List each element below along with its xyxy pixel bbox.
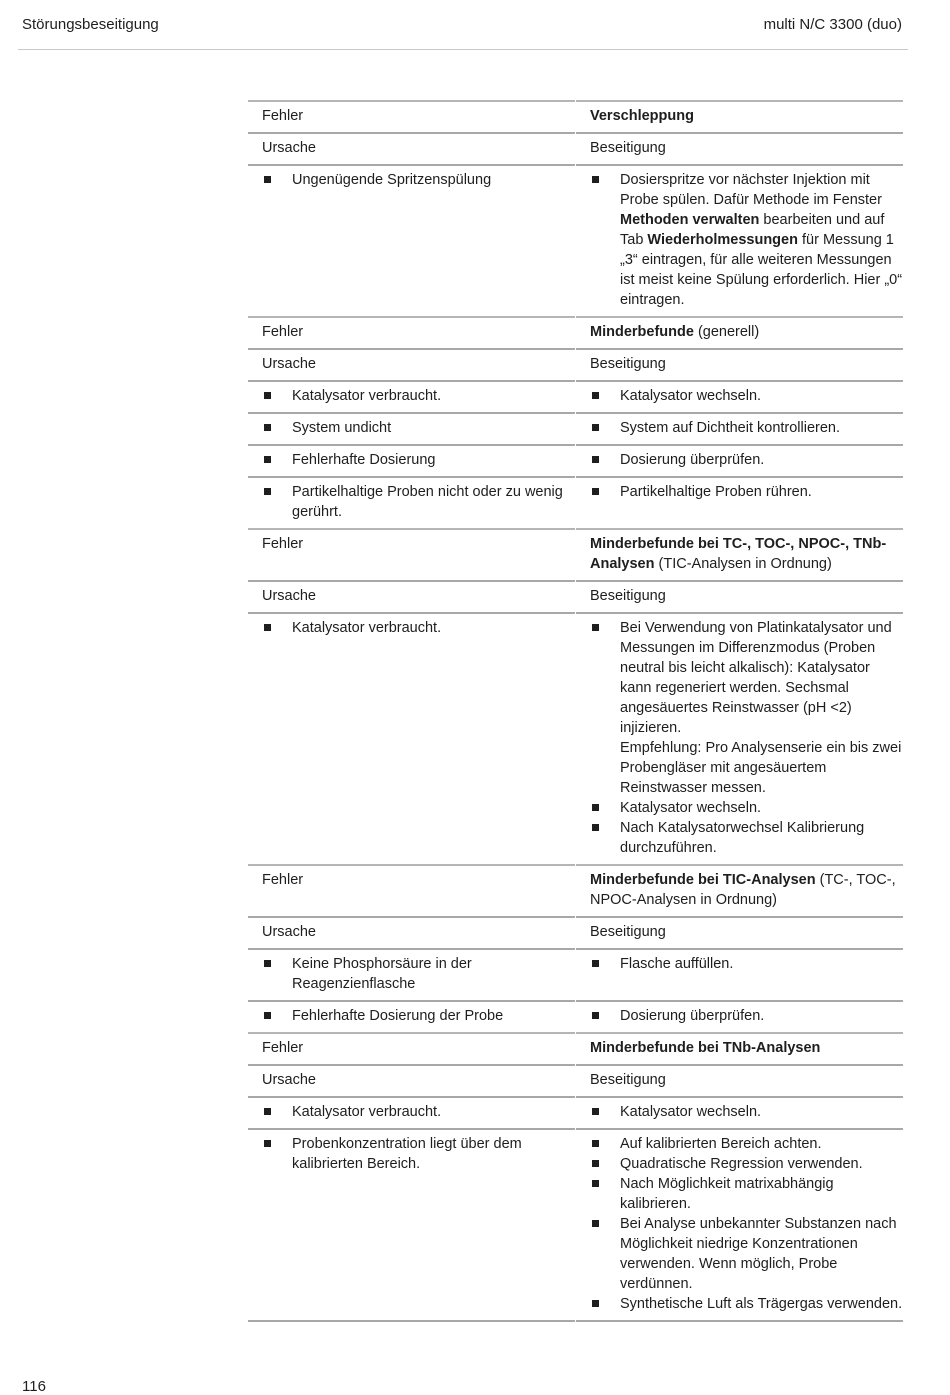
cause-item: Katalysator verbraucht.: [262, 618, 575, 638]
cause-item: Katalysator verbraucht.: [262, 1102, 575, 1122]
cause-cell: [248, 1000, 575, 1032]
bold-text: Verschleppung: [590, 108, 694, 124]
cause-item: Fehlerhafte Dosierung der Probe: [262, 1006, 575, 1026]
cause-remedy-row: [248, 476, 903, 528]
error-title: [576, 1032, 903, 1064]
text-run: bearbeiten und auf Tab: [620, 212, 885, 248]
error-row: [248, 316, 903, 348]
column-header-row: [248, 580, 903, 612]
cause-cell: [248, 1096, 575, 1128]
text-run: Katalysator wechseln.: [620, 1104, 762, 1120]
text-run: für Messung 1 „3“ eintragen, für alle weiteren Messungen ist meist keine Spülung erforderlich. Hier „0“ eintragen.: [620, 232, 903, 308]
remedy-cell: [576, 612, 903, 864]
remedy-item: [590, 418, 903, 438]
text-run: Empfehlung: Pro Analysenserie ein bis zwei Probengläser mit angesäuertem Reinstwasser messen.: [620, 740, 902, 796]
text-run: Auf kalibrierten Bereich achten.: [620, 1136, 822, 1152]
cause-item: Fehlerhafte Dosierung: [262, 450, 575, 470]
remedy-header: Beseitigung: [576, 1064, 903, 1096]
text-run: Partikelhaltige Proben rühren.: [620, 484, 812, 500]
text-run: Bei Analyse unbekannter Substanzen nach Möglichkeit niedrige Konzentrationen verwenden. Wenn möglich, Probe verdünnen.: [620, 1216, 897, 1292]
error-row: [248, 528, 903, 580]
header-chapter-title: Störungsbeseitigung: [22, 16, 159, 33]
remedy-item: [590, 1006, 903, 1026]
error-row: [248, 1032, 903, 1064]
column-header-row: [248, 132, 903, 164]
error-label: Fehler: [248, 1032, 575, 1064]
text-run: Bei Verwendung von Platinkatalysator und Messungen im Differenzmodus (Proben neutral bis leicht alkalisch): Katalysator kann regeneriert werden. Sechsmal angesäuertes Reinstwasser (pH <2) injizieren.: [620, 620, 892, 736]
cause-cell: [248, 476, 575, 528]
remedy-item: [590, 1134, 903, 1154]
remedy-header: Beseitigung: [576, 348, 903, 380]
error-label: Fehler: [248, 316, 575, 348]
cause-remedy-row: [248, 1128, 903, 1322]
error-label: Fehler: [248, 864, 575, 916]
bold-text: Minderbefunde bei TIC-Analysen: [590, 872, 816, 888]
remedy-cell: [576, 476, 903, 528]
remedy-item: [590, 450, 903, 470]
error-title: [576, 528, 903, 580]
remedy-item: [590, 1214, 903, 1294]
cause-item: Ungenügende Spritzenspülung: [262, 170, 575, 190]
cause-remedy-row: [248, 948, 903, 1000]
remedy-header: Beseitigung: [576, 132, 903, 164]
remedy-cell: [576, 412, 903, 444]
remedy-item: [590, 386, 903, 406]
cause-remedy-row: [248, 612, 903, 864]
cause-cell: [248, 444, 575, 476]
bold-text: Methoden verwalten: [620, 212, 760, 228]
cause-item: System undicht: [262, 418, 575, 438]
cause-remedy-row: [248, 1000, 903, 1032]
remedy-item: [590, 1294, 903, 1314]
cause-header: Ursache: [248, 132, 575, 164]
remedy-item: [590, 798, 903, 818]
remedy-cell: [576, 948, 903, 1000]
remedy-cell: [576, 380, 903, 412]
cause-cell: [248, 380, 575, 412]
text-run: (TC-, TOC-, NPOC-Analysen in Ordnung): [590, 872, 896, 908]
remedy-item: [590, 954, 903, 974]
troubleshooting-table: [248, 100, 903, 1322]
cause-item: Katalysator verbraucht.: [262, 386, 575, 406]
remedy-header: Beseitigung: [576, 916, 903, 948]
bold-text: Minderbefunde bei TC-, TOC-, NPOC-, TNb-Analysen: [590, 536, 887, 572]
remedy-cell: [576, 1128, 903, 1322]
error-label: Fehler: [248, 100, 575, 132]
remedy-cell: [576, 164, 903, 316]
text-run: Nach Möglichkeit matrixabhängig kalibrieren.: [620, 1176, 834, 1212]
text-run: Dosierung überprüfen.: [620, 452, 765, 468]
remedy-cell: [576, 1000, 903, 1032]
text-run: (TIC-Analysen in Ordnung): [654, 556, 832, 572]
page-number: 116: [22, 1378, 46, 1395]
remedy-item: [590, 818, 903, 858]
text-run: (generell): [693, 324, 760, 340]
text-run: Flasche auffüllen.: [620, 956, 734, 972]
cause-item: Partikelhaltige Proben nicht oder zu wenig gerührt.: [262, 482, 575, 522]
column-header-row: [248, 348, 903, 380]
error-title: [576, 864, 903, 916]
text-run: Katalysator wechseln.: [620, 800, 762, 816]
remedy-item: [590, 1102, 903, 1122]
remedy-item: [590, 618, 903, 798]
cause-remedy-row: [248, 380, 903, 412]
cause-header: Ursache: [248, 1064, 575, 1096]
header-device-name: multi N/C 3300 (duo): [763, 16, 902, 33]
text-run: Katalysator wechseln.: [620, 388, 762, 404]
error-title: [576, 100, 903, 132]
remedy-item: [590, 1174, 903, 1214]
remedy-header: Beseitigung: [576, 580, 903, 612]
bold-text: Minderbefunde bei TNb-Analysen: [590, 1040, 821, 1056]
error-row: [248, 100, 903, 132]
text-run: Quadratische Regression verwenden.: [620, 1156, 863, 1172]
text-run: Nach Katalysatorwechsel Kalibrierung durchzuführen.: [620, 820, 865, 856]
cause-header: Ursache: [248, 580, 575, 612]
cause-cell: [248, 612, 575, 864]
cause-cell: [248, 1128, 575, 1322]
column-header-row: [248, 1064, 903, 1096]
remedy-item: [590, 1154, 903, 1174]
cause-item: Keine Phosphorsäure in der Reagenzienflasche: [262, 954, 575, 994]
cause-remedy-row: [248, 412, 903, 444]
cause-remedy-row: [248, 164, 903, 316]
cause-cell: [248, 412, 575, 444]
cause-header: Ursache: [248, 916, 575, 948]
text-run: System auf Dichtheit kontrollieren.: [620, 420, 841, 436]
error-title: [576, 316, 903, 348]
bold-text: Minderbefunde: [590, 324, 694, 340]
text-run: Dosierspritze vor nächster Injektion mit Probe spülen. Dafür Methode im Fenster: [620, 172, 882, 208]
remedy-cell: [576, 444, 903, 476]
column-header-row: [248, 916, 903, 948]
text-run: Synthetische Luft als Trägergas verwenden.: [620, 1296, 903, 1312]
bold-text: Wiederholmessungen: [647, 232, 798, 248]
error-label: Fehler: [248, 528, 575, 580]
error-row: [248, 864, 903, 916]
cause-item: Probenkonzentration liegt über dem kalibrierten Bereich.: [262, 1134, 575, 1174]
header-divider: [18, 49, 908, 50]
text-run: Dosierung überprüfen.: [620, 1008, 765, 1024]
cause-cell: [248, 164, 575, 316]
remedy-item: [590, 170, 903, 310]
cause-remedy-row: [248, 1096, 903, 1128]
cause-cell: [248, 948, 575, 1000]
remedy-cell: [576, 1096, 903, 1128]
cause-remedy-row: [248, 444, 903, 476]
remedy-item: [590, 482, 903, 502]
cause-header: Ursache: [248, 348, 575, 380]
